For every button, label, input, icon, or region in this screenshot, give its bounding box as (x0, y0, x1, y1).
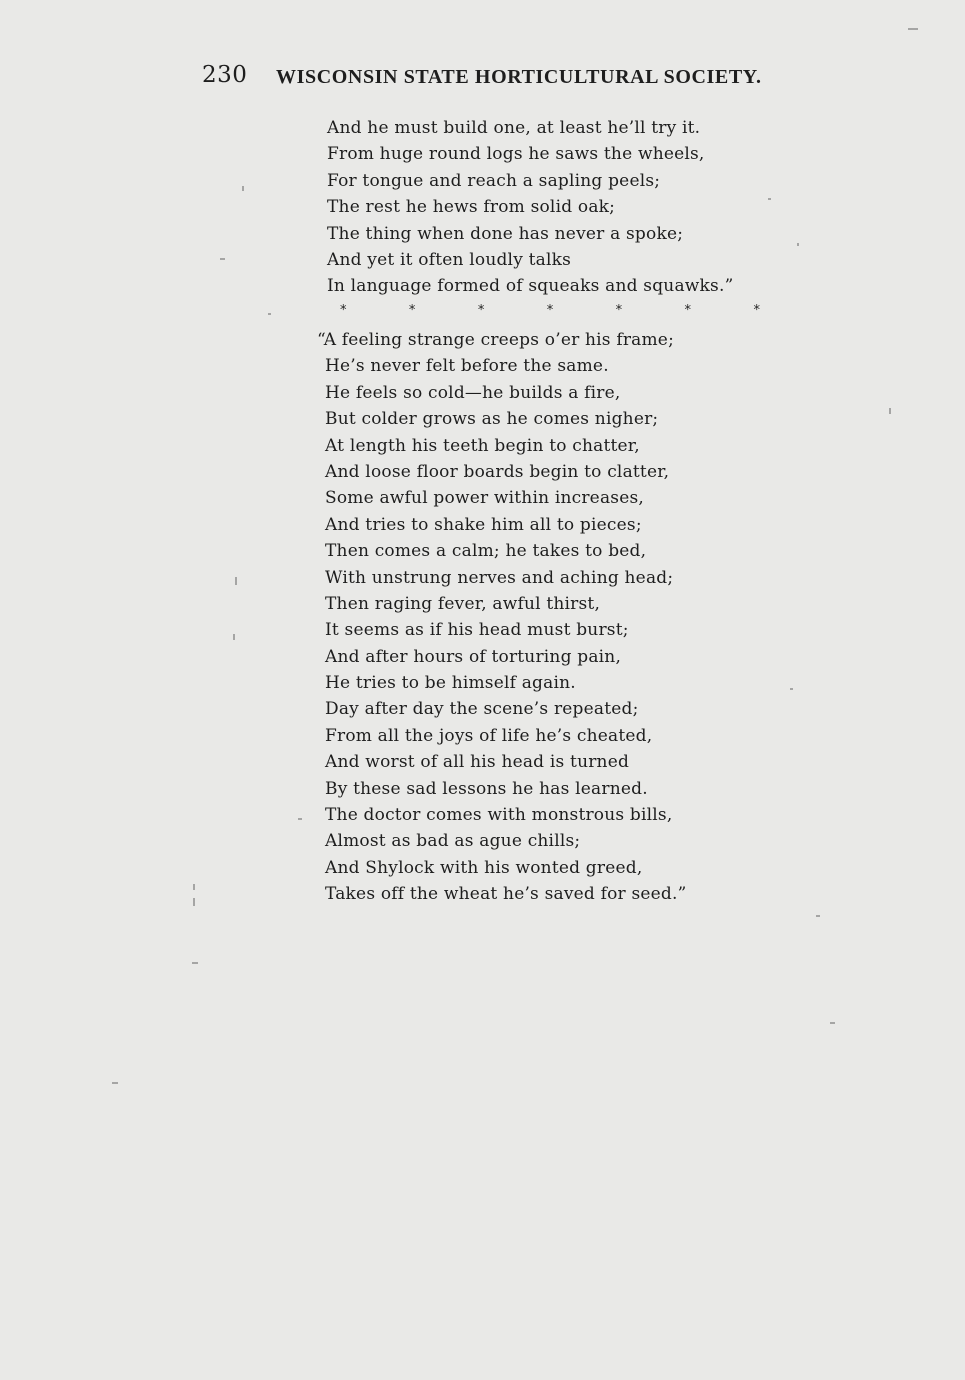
scan-speck (112, 1082, 118, 1084)
scan-speck (790, 688, 793, 690)
poem-line: And tries to shake him all to pieces; (325, 514, 642, 535)
poem-line: Day after day the scene’s repeated; (325, 699, 639, 720)
poem-stanza-2 (317, 327, 686, 908)
poem-line: And loose floor boards begin to clatter, (325, 461, 670, 482)
poem-line: And after hours of torturing pain, (325, 646, 622, 667)
asterisk: * (477, 303, 485, 318)
poem-line: Then raging fever, awful thirst, (325, 593, 601, 614)
scan-speck (242, 186, 244, 191)
scan-speck (908, 28, 918, 30)
scan-speck (889, 408, 891, 414)
poem-line: The thing when done has never a spoke; (327, 223, 684, 244)
poem-line: For tongue and reach a sapling peels; (327, 170, 661, 191)
asterisk: * (340, 303, 347, 318)
poem-line: From huge round logs he saws the wheels, (327, 144, 705, 165)
poem-line: But colder grows as he comes nigher; (325, 409, 659, 430)
scan-speck (193, 884, 195, 890)
poem-line: Some awful power within increases, (325, 488, 644, 509)
scan-speck (816, 915, 820, 917)
poem-line: And yet it often loudly talks (327, 249, 572, 270)
asterisk: * (546, 303, 554, 318)
scan-speck (220, 258, 225, 260)
poem-line: Takes off the wheat he’s saved for seed.” (325, 884, 687, 905)
poem-line: “A feeling strange creeps o’er his frame; (317, 330, 674, 350)
asterisk: * (408, 303, 416, 318)
poem-line: From all the joys of life he’s cheated, (325, 725, 653, 746)
scan-speck (235, 577, 237, 585)
poem-stanza-1 (327, 115, 733, 300)
asterisk: * (615, 303, 623, 318)
scan-speck (192, 962, 198, 964)
scan-speck (830, 1022, 835, 1024)
asterisk: * (684, 303, 692, 318)
poem-line: Then comes a calm; he takes to bed, (325, 541, 647, 562)
poem-line: The doctor comes with monstrous bills, (325, 805, 673, 826)
poem-line: In language formed of squeaks and squawks.” (327, 276, 734, 297)
poem-line: He tries to be himself again. (325, 673, 576, 694)
poem-line: He’s never felt before the same. (325, 356, 609, 377)
scan-speck (768, 198, 771, 200)
scan-speck (233, 634, 235, 640)
poem-line: The rest he hews from solid oak; (327, 197, 616, 218)
poem-line: And Shylock with his wonted greed, (325, 857, 643, 878)
running-head: WISCONSIN STATE HORTICULTURAL SOCIETY. (276, 66, 762, 88)
poem-line: By these sad lessons he has learned. (325, 778, 648, 799)
poem-line: With unstrung nerves and aching head; (325, 567, 674, 588)
scan-speck (193, 898, 195, 906)
scan-speck (268, 313, 271, 315)
poem-line: And he must build one, at least he’ll try it. (327, 118, 701, 138)
asterisk-separator (340, 303, 760, 323)
poem-line: Almost as bad as ague chills; (325, 831, 581, 852)
poem-line: At length his teeth begin to chatter, (325, 435, 640, 456)
scan-speck (298, 818, 302, 820)
scan-speck (797, 243, 799, 246)
poem-line: And worst of all his head is turned (325, 752, 630, 773)
asterisk: * (753, 303, 760, 318)
poem-line: It seems as if his head must burst; (325, 620, 629, 641)
page-header (202, 60, 842, 96)
poem-line: He feels so cold—he builds a fire, (325, 382, 621, 403)
page-number: 230 (202, 62, 248, 88)
